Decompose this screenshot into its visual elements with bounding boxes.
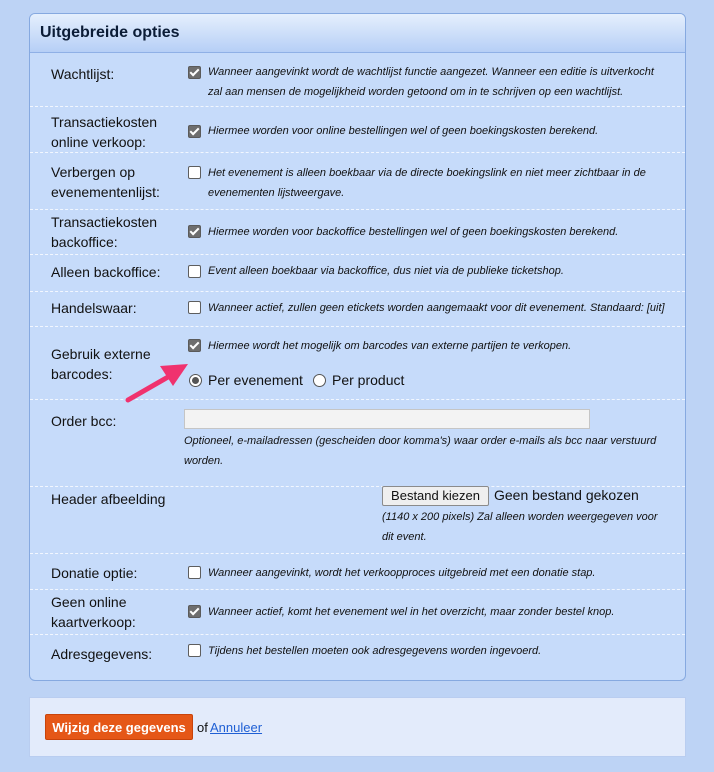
cancel-link[interactable]: Annuleer: [210, 720, 263, 735]
row-alleen-backoffice: [30, 255, 685, 292]
row-header-afbeelding: [30, 487, 685, 554]
description-verbergen: Het evenement is alleen boekbaar via de directe boekingslink en niet meer zichtbaar in de evenementen lijstweergave.: [208, 167, 646, 199]
file-status: Geen bestand gekozen: [494, 487, 639, 503]
extended-options-panel: [29, 13, 686, 681]
row-transactiekosten-backoffice: [30, 210, 685, 255]
order-bcc-input[interactable]: [184, 409, 590, 429]
label-wachtlijst: Wachtlijst:: [51, 66, 115, 82]
radio-label-per-product: Per product: [332, 372, 405, 388]
description-wachtlijst: Wanneer aangevinkt wordt de wachtlijst functie aangezet. Wanneer een editie is uitverkocht zal aan mensen de mogelijkheid worden getoond om in te schrijven op een wachtlijst.: [208, 66, 654, 98]
checkbox-donatie[interactable]: [188, 566, 201, 579]
radio-per-evenement[interactable]: [189, 374, 202, 387]
row-order-bcc: [30, 400, 685, 487]
form-footer: [29, 697, 686, 757]
radio-per-product[interactable]: [313, 374, 326, 387]
row-transactiekosten-online: [30, 107, 685, 153]
panel-title: Uitgebreide opties: [30, 14, 685, 53]
checkbox-alleen-backoffice[interactable]: [188, 265, 201, 278]
order-bcc-help: Optioneel, e-mailadressen (gescheiden door komma's) waar order e-mails als bcc naar verstuurd worden.: [184, 435, 657, 467]
checkbox-wachtlijst[interactable]: [188, 66, 201, 79]
label-geen-online: Geen online kaartverkoop:: [51, 594, 136, 630]
checkbox-handelswaar[interactable]: [188, 301, 201, 314]
row-verbergen: [30, 153, 685, 210]
label-donatie: Donatie optie:: [51, 565, 138, 581]
checkbox-adresgegevens[interactable]: [188, 644, 201, 657]
label-externe-barcodes: Gebruik externe barcodes:: [51, 346, 151, 382]
description-donatie: Wanneer aangevinkt, wordt het verkoopproces uitgebreid met een donatie stap.: [208, 567, 596, 579]
submit-button[interactable]: Wijzig deze gegevens: [45, 714, 193, 740]
description-adresgegevens: Tijdens het bestellen moeten ook adresgegevens worden ingevoerd.: [208, 645, 542, 657]
checkbox-transactiekosten-online[interactable]: [188, 125, 201, 138]
row-handelswaar: [30, 292, 685, 327]
label-transactiekosten-backoffice: Transactiekosten backoffice:: [51, 214, 158, 250]
checkbox-transactiekosten-backoffice[interactable]: [188, 225, 201, 238]
row-adresgegevens: [30, 635, 685, 675]
description-externe-barcodes: Hiermee wordt het mogelijk om barcodes van externe partijen te verkopen.: [208, 340, 572, 352]
row-externe-barcodes: [30, 327, 685, 400]
header-afbeelding-help: (1140 x 200 pixels) Zal alleen worden weergegeven voor dit event.: [382, 511, 658, 543]
checkbox-geen-online[interactable]: [188, 605, 201, 618]
description-geen-online: Wanneer actief, komt het evenement wel in het overzicht, maar zonder bestel knop.: [208, 606, 615, 618]
description-transactiekosten-online: Hiermee worden voor online bestellingen wel of geen boekingskosten berekend.: [208, 125, 599, 137]
description-alleen-backoffice: Event alleen boekbaar via backoffice, dus niet via de publieke ticketshop.: [208, 265, 564, 277]
label-verbergen: Verbergen op evenementenlijst:: [51, 164, 160, 200]
label-handelswaar: Handelswaar:: [51, 300, 137, 316]
row-donatie: [30, 554, 685, 590]
row-geen-online: [30, 590, 685, 635]
checkbox-verbergen[interactable]: [188, 166, 201, 179]
choose-file-button[interactable]: Bestand kiezen: [382, 486, 489, 506]
label-transactiekosten-online: Transactiekosten online verkoop:: [51, 114, 158, 150]
radio-label-per-evenement: Per evenement: [208, 372, 303, 388]
row-wachtlijst: [30, 53, 685, 107]
label-order-bcc: Order bcc:: [51, 413, 117, 429]
label-adresgegevens: Adresgegevens:: [51, 646, 153, 662]
description-handelswaar: Wanneer actief, zullen geen etickets worden aangemaakt voor dit evenement. Standaard: [uit]: [208, 302, 665, 314]
label-alleen-backoffice: Alleen backoffice:: [51, 264, 161, 280]
checkbox-externe-barcodes[interactable]: [188, 339, 201, 352]
label-header-afbeelding: Header afbeelding: [51, 491, 166, 507]
description-transactiekosten-backoffice: Hiermee worden voor backoffice bestellingen wel of geen boekingskosten berekend.: [208, 226, 619, 238]
or-text: of: [197, 720, 208, 735]
